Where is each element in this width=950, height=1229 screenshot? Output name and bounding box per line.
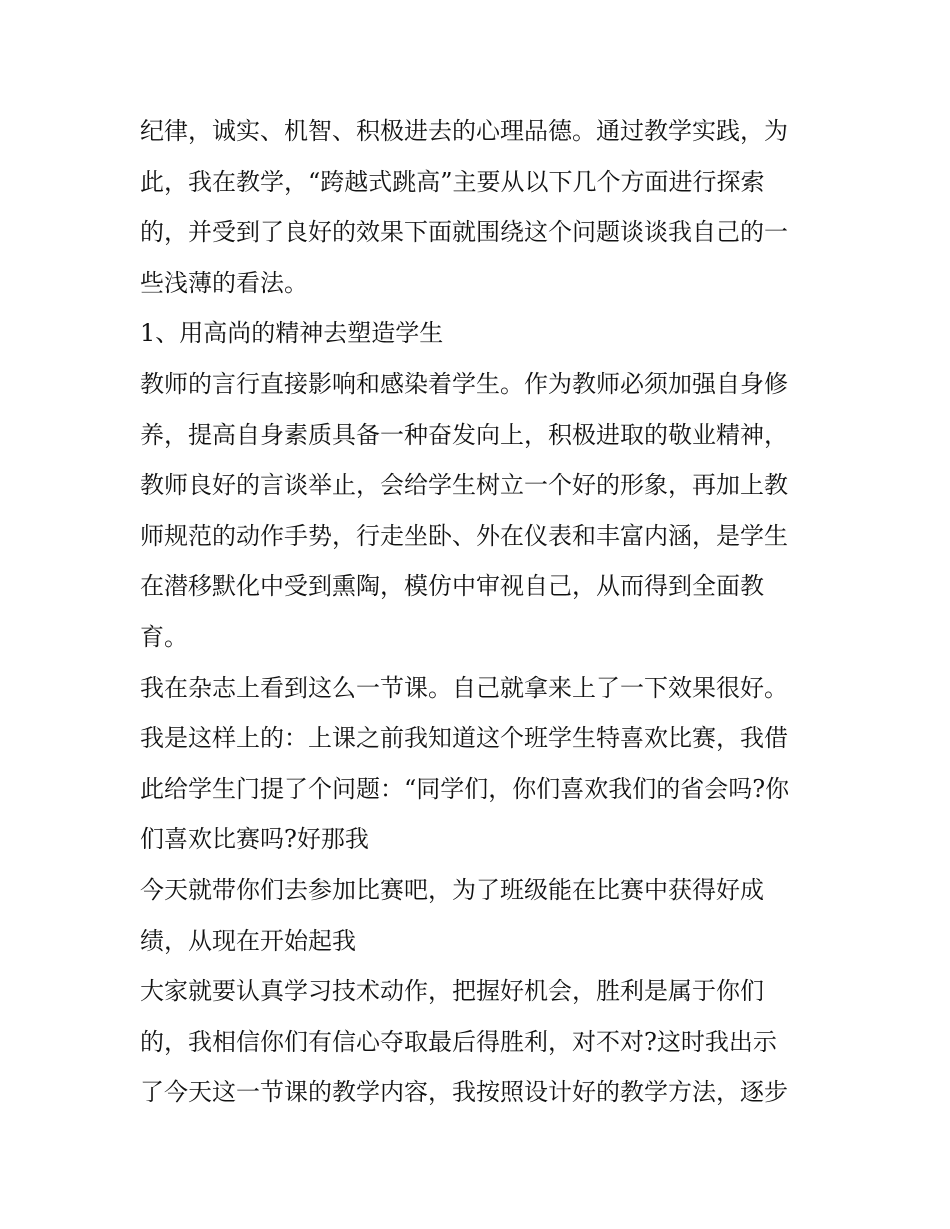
body-text (140, 106, 820, 1118)
text-line: 们喜欢比赛吗?好那我 (140, 825, 369, 854)
text-line: 育。 (140, 622, 188, 651)
text-line: 在潜移默化中受到熏陶，模仿中审视自己，从而得到全面教 (140, 572, 764, 601)
text-line: 了今天这一节课的教学内容，我按照设计好的教学方法，逐步 (140, 1078, 788, 1107)
text-line: 教师良好的言谈举止，会给学生树立一个好的形象，再加上教 (140, 471, 788, 500)
text-line: 师规范的动作手势，行走坐卧、外在仪表和丰富内涵，是学生 (140, 521, 788, 550)
text-line: 我是这样上的：上课之前我知道这个班学生特喜欢比赛，我借 (140, 724, 788, 753)
text-line: 此，我在教学，“跨越式跳高”主要从以下几个方面进行探索 (140, 167, 765, 196)
text-line: 的，我相信你们有信心夺取最后得胜利，对不对?这时我出示 (140, 1027, 777, 1056)
text-line: 此给学生门提了个问题：“同学们，你们喜欢我们的省会吗?你 (140, 774, 790, 803)
text-line: 纪律，诚实、机智、积极进去的心理品德。通过教学实践，为 (140, 117, 788, 145)
text-line: 养，提高自身素质具备一种奋发向上，积极进取的敬业精神， (140, 420, 788, 449)
text-line: 的，并受到了良好的效果下面就围绕这个问题谈谈我自己的一 (140, 218, 788, 247)
text-line: 教师的言行直接影响和感染着学生。作为教师必须加强自身修 (140, 369, 788, 398)
text-line: 我在杂志上看到这么一节课。自己就拿来上了一下效果很好。 (140, 673, 788, 702)
section-heading: 1、用高尚的精神去塑造学生 (140, 319, 444, 348)
text-line: 大家就要认真学习技术动作，把握好机会，胜利是属于你们 (140, 977, 764, 1006)
text-line: 些浅薄的看法。 (140, 268, 308, 297)
text-line: 今天就带你们去参加比赛吧，为了班级能在比赛中获得好成 (140, 875, 764, 904)
text-line: 绩，从现在开始起我 (140, 926, 356, 955)
